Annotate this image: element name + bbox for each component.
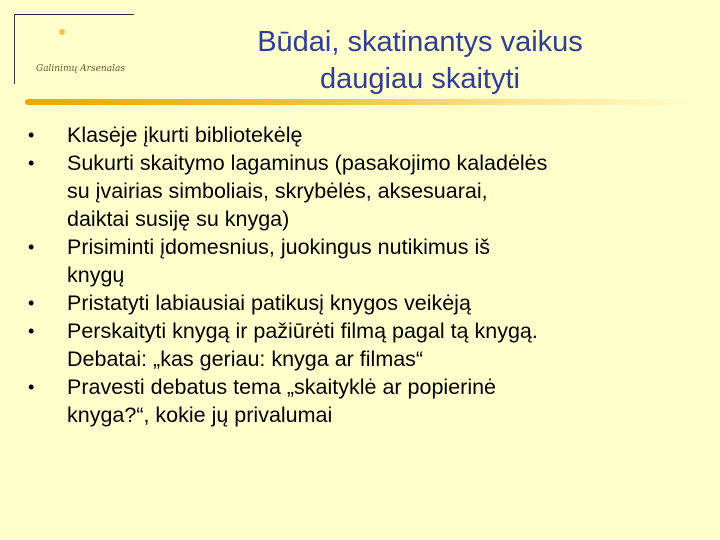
title-underline-bar — [25, 99, 705, 105]
list-item — [24, 289, 704, 317]
page-title — [150, 24, 690, 98]
bullet-text-line: Pristatyti labiausiai patikusį knygos veikėją — [67, 291, 471, 315]
bullet-text-line: knygų — [67, 263, 125, 287]
bullet-text-line: Klasėje įkurti bibliotekėlę — [67, 123, 303, 147]
bullet-text-line: su įvairias simboliais, skrybėlės, aksesuarai, — [67, 179, 488, 203]
bullet-text-line: knyga?“, kokie jų privalumai — [67, 403, 333, 427]
logo-text: Galinimų Arsenalas — [36, 64, 125, 74]
bullet-dot-icon: • — [28, 321, 35, 341]
bullet-text-line: Pravesti debatus tema „skaityklė ar popierinė — [67, 375, 497, 399]
list-item — [24, 373, 704, 429]
title-line-2: daugiau skaityti — [320, 63, 520, 95]
bullet-dot-icon: • — [28, 237, 35, 257]
bullet-list — [24, 121, 704, 429]
bullet-dot-icon: • — [28, 377, 35, 397]
bullet-dot-icon: • — [28, 153, 35, 173]
list-item — [24, 149, 704, 233]
bullet-text-line: Prisiminti įdomesnius, juokingus nutikimus iš — [67, 235, 490, 259]
logo-crescent-icon — [10, 14, 135, 86]
bullet-text-line: Debatai: „kas geriau: knyga ar filmas“ — [67, 347, 424, 371]
bullet-text-line: Sukurti skaitymo lagaminus (pasakojimo kaladėlės — [67, 151, 548, 175]
list-item — [24, 317, 704, 373]
bullet-text-line: daiktai susiję su knyga) — [67, 207, 290, 231]
title-line-1: Būdai, skatinantys vaikus — [257, 26, 583, 58]
list-item — [24, 121, 704, 149]
bullet-dot-icon: • — [28, 293, 35, 313]
list-item — [24, 233, 704, 289]
bullet-text-line: Perskaityti knygą ir pažiūrėti filmą pagal tą knygą. — [67, 319, 538, 343]
bullet-dot-icon: • — [28, 125, 35, 145]
